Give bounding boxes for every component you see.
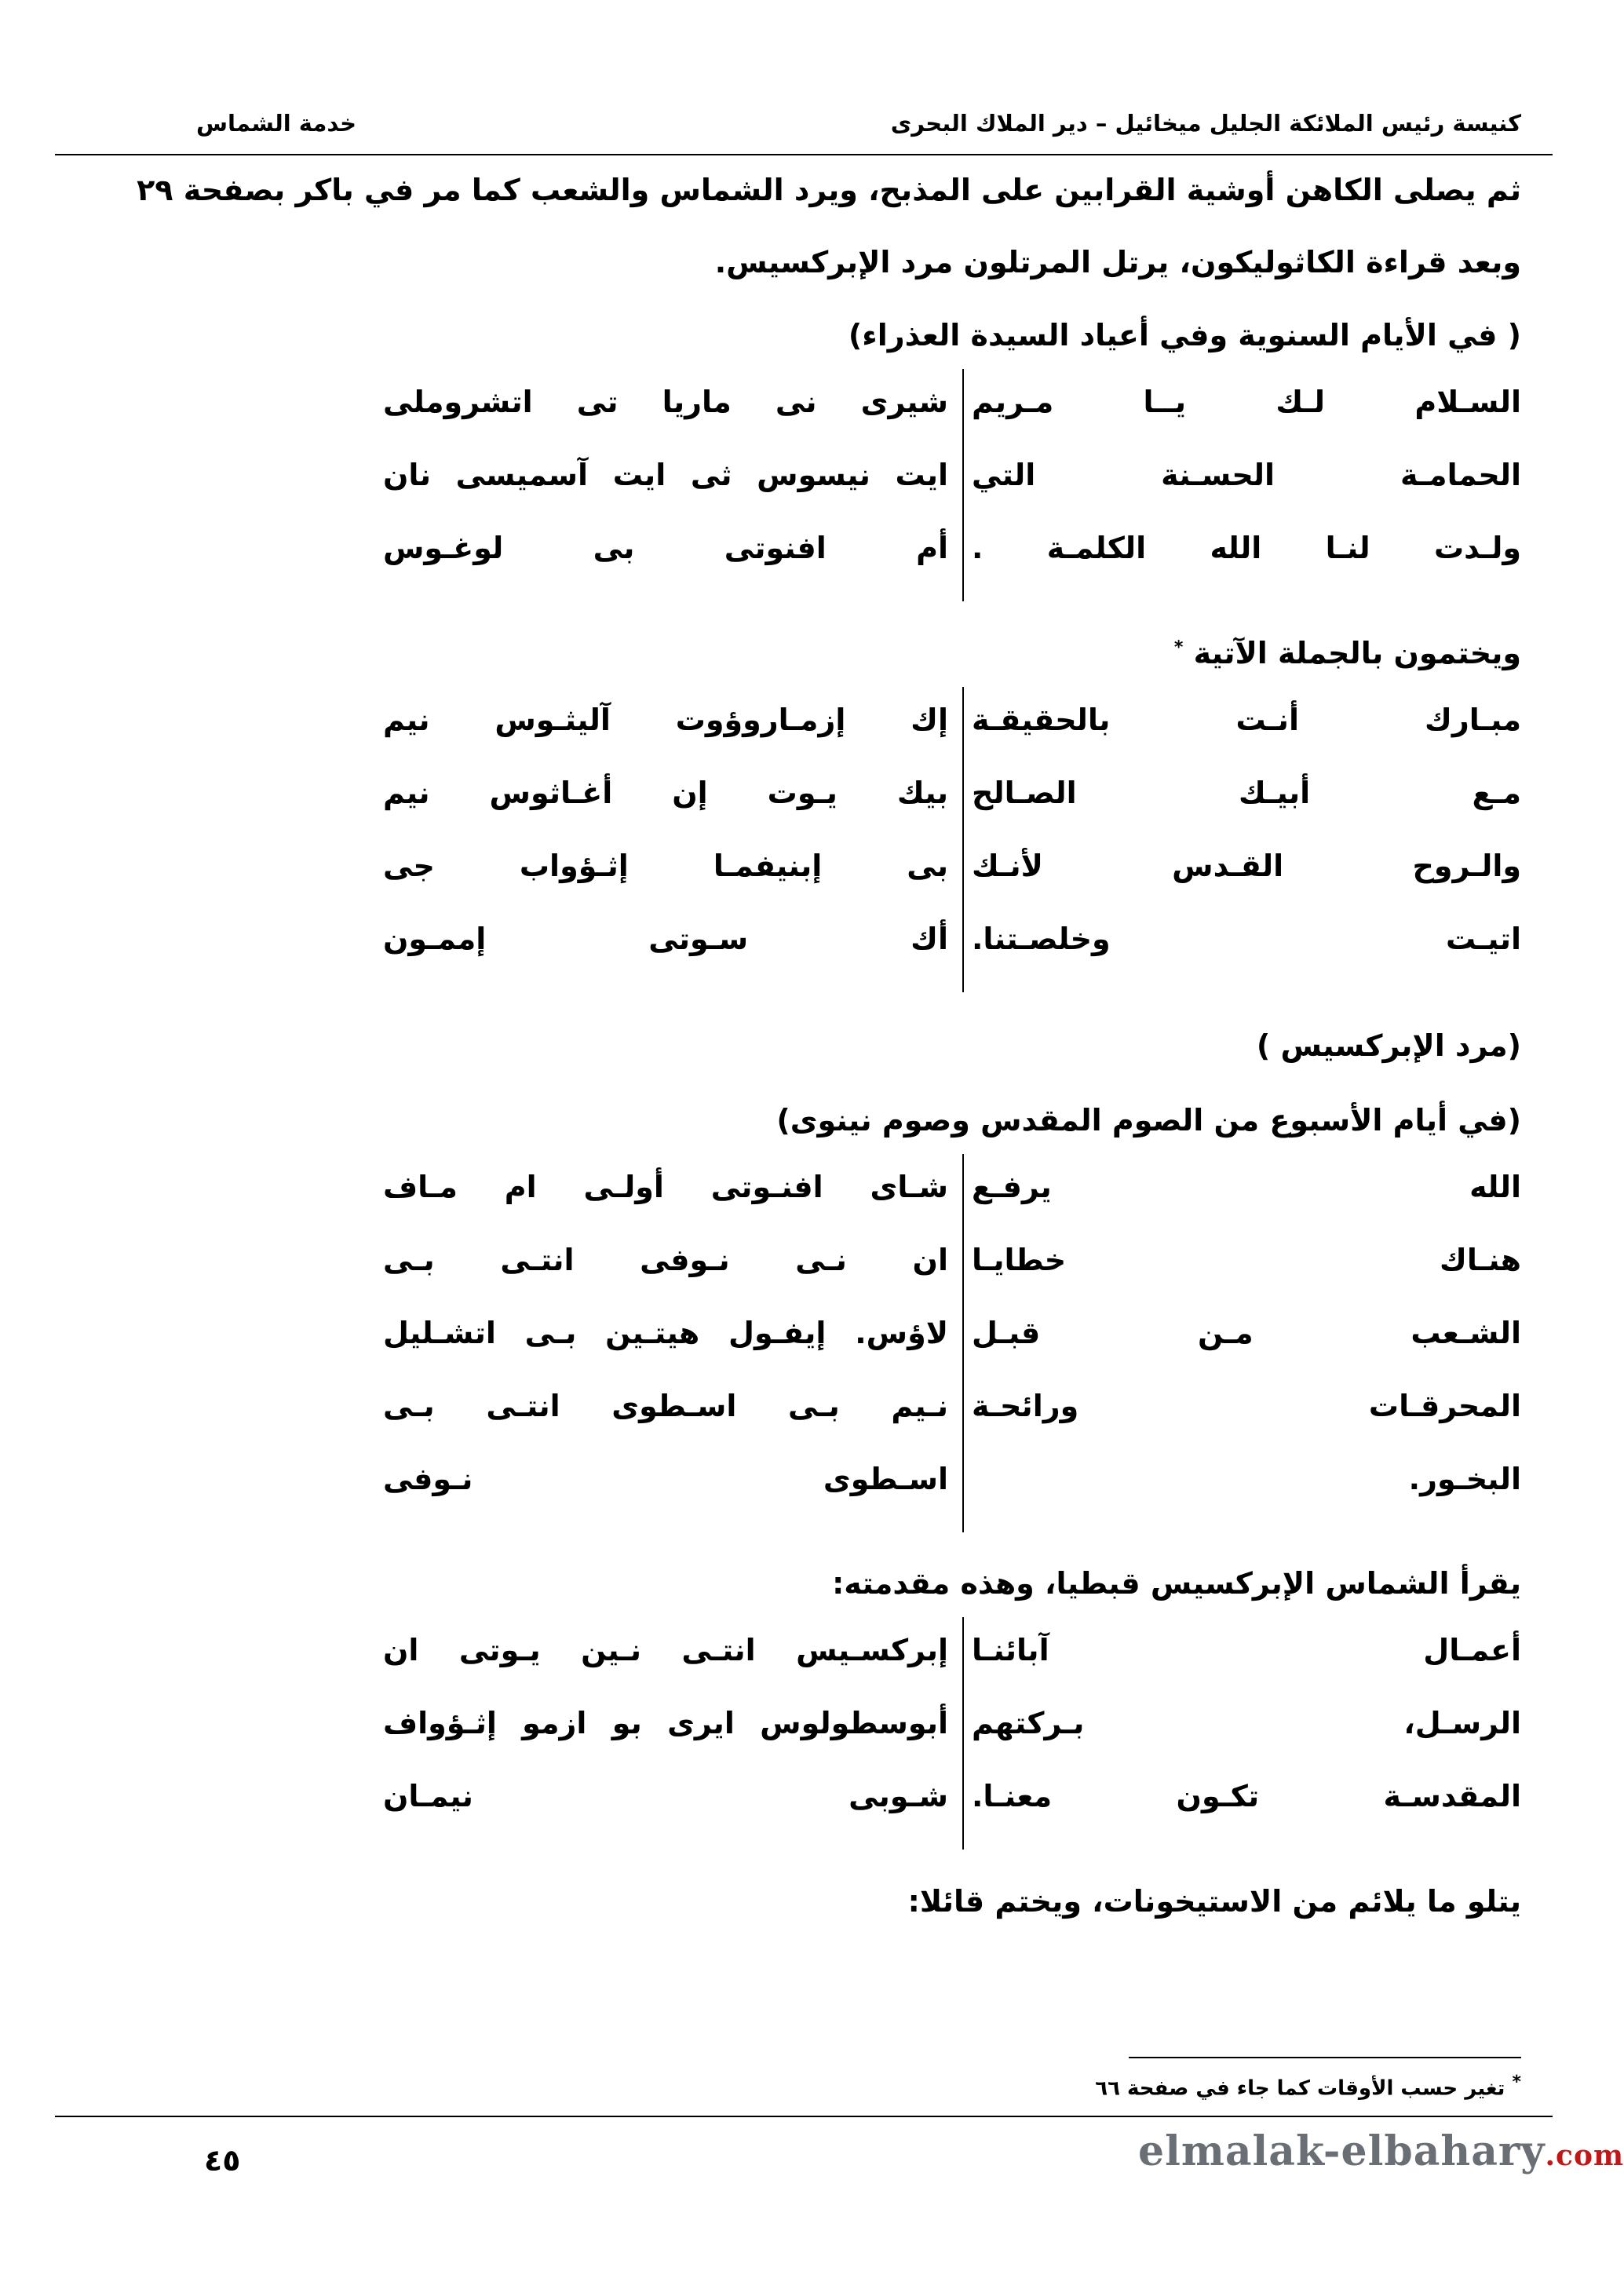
- closing-instruction: يتلو ما يلائم من الاستيخونات، ويختم قائلا:: [907, 1884, 1521, 1919]
- coptic-verse: إك إزمـاروؤوت آليثـوس نيم: [383, 703, 948, 737]
- coptic-verse: شيرى نى ماريا تى اتشروملى: [383, 385, 948, 419]
- arabic-verse: الحمامـة الحسـنة التي: [972, 458, 1521, 492]
- hymn-row: [383, 1446, 1521, 1532]
- arabic-verse: المحرقـات ورائحـة: [972, 1389, 1521, 1423]
- section1-hymn-table: [383, 369, 1521, 601]
- website-tld: .com: [1545, 2139, 1624, 2172]
- hymn-row: [383, 1300, 1521, 1373]
- section3-hymn-table: [383, 1154, 1521, 1532]
- coptic-verse: أبوسطولوس ايرى بو ازمو إثـؤواف: [383, 1706, 948, 1740]
- hymn-row: [383, 906, 1521, 992]
- arabic-verse: ولـدت لنـا الله الكلمـة .: [972, 531, 1521, 565]
- hymn-row: [383, 1227, 1521, 1300]
- hymn-row: [383, 442, 1521, 515]
- section2-heading-text: ويختمون بالجملة الآتية: [1193, 636, 1521, 670]
- coptic-verse: أم افنوتى بى لوغـوس: [383, 531, 948, 565]
- section2-hymn-table: [383, 687, 1521, 992]
- hymn-row: [383, 1690, 1521, 1763]
- intro-line-1: ثم يصلى الكاهن أوشية القرابين على المذبح، ويرد الشماس والشعب كما مر في باكر بصفحة ٢٩: [137, 173, 1521, 207]
- hymn-row: [383, 833, 1521, 906]
- coptic-verse: بيك يـوت إن أغـاثوس نيم: [383, 776, 948, 810]
- arabic-verse: هنـاك خطايـا: [972, 1243, 1521, 1277]
- hymn-row: [383, 1763, 1521, 1850]
- section4-hymn-table: [383, 1617, 1521, 1850]
- section3-heading: (مرد الإبركسيس ): [1256, 1028, 1521, 1063]
- hymn-row: [383, 1373, 1521, 1446]
- hymn-row: [383, 1154, 1521, 1227]
- header-church-title: كنيسة رئيس الملائكة الجليل ميخائيل – دير الملاك البحرى: [890, 110, 1521, 137]
- hymn-row: [383, 687, 1521, 760]
- website-link[interactable]: [1138, 2127, 1624, 2175]
- arabic-verse: أعمـال آبائنـا: [972, 1633, 1521, 1667]
- hymn-row: [383, 1617, 1521, 1690]
- coptic-verse: أك سـوتى إممـون: [383, 922, 948, 956]
- arabic-verse: البخـور.: [1408, 1462, 1521, 1496]
- footnote-text: تغير حسب الأوقات كما جاء في صفحة ٦٦: [1095, 2076, 1505, 2101]
- arabic-verse: مـع أبيـك الصـالح: [972, 776, 1521, 810]
- footnote-marker: *: [1173, 637, 1184, 658]
- hymn-row: [383, 760, 1521, 833]
- arabic-verse: الرسـل، بـركتهم: [972, 1706, 1521, 1740]
- arabic-verse: والـروح القـدس لأنـك: [972, 849, 1521, 883]
- footnote: [1095, 2072, 1521, 2101]
- footnote-rule: [1129, 2057, 1521, 2058]
- coptic-verse: اسـطوى نـوفى: [383, 1462, 948, 1496]
- coptic-verse: شـاى افنـوتى أولـى ام مـاف: [383, 1170, 948, 1204]
- coptic-verse: نـيم بـى اسـطوى انتـى بـى: [383, 1389, 948, 1423]
- hymn-row: [383, 369, 1521, 442]
- coptic-verse: لاؤس. إيفـول هيتـين بـى اتشـليل: [383, 1316, 948, 1350]
- page-number: ٤٥: [204, 2143, 241, 2178]
- arabic-verse: الله يرفـع: [972, 1170, 1521, 1204]
- section2-heading: [1174, 636, 1521, 670]
- coptic-verse: بى إبنيفمـا إثـؤواب جى: [383, 849, 948, 883]
- arabic-verse: اتيـت وخلصـتنا.: [972, 922, 1521, 956]
- header-book-title: خدمة الشماس: [196, 110, 356, 137]
- arabic-verse: الشـعب مـن قبـل: [972, 1316, 1521, 1350]
- intro-line-2: وبعد قراءة الكاثوليكون، يرتل المرتلون مرد الإبركسيس.: [714, 245, 1521, 279]
- section1-heading: ( في الأيام السنوية وفي أعياد السيدة العذراء): [848, 318, 1521, 352]
- coptic-verse: إبركسـيس انتـى نـين يـوتى ان: [383, 1633, 948, 1667]
- arabic-verse: المقدسـة تكـون معنـا.: [972, 1779, 1521, 1813]
- header-rule: [55, 154, 1553, 155]
- coptic-verse: شـوبى نيمـان: [383, 1779, 948, 1813]
- website-name: elmalak-elbahary: [1138, 2127, 1546, 2175]
- coptic-verse: ان نـى نـوفى انتـى بـى: [383, 1243, 948, 1277]
- section4-heading: يقرأ الشماس الإبركسيس قبطيا، وهذه مقدمته:: [832, 1566, 1521, 1601]
- hymn-row: [383, 515, 1521, 601]
- coptic-verse: ايت نيسوس ثى ايت آسميسى نان: [383, 458, 948, 492]
- footnote-marker: *: [1512, 2072, 1521, 2092]
- arabic-verse: السـلام لـك يــا مـريم: [972, 385, 1521, 419]
- footer-rule: [55, 2116, 1553, 2117]
- section3-subheading: (في أيام الأسبوع من الصوم المقدس وصوم نينوى): [776, 1103, 1521, 1138]
- arabic-verse: مبـارك أنـت بالحقيقـة: [972, 703, 1521, 737]
